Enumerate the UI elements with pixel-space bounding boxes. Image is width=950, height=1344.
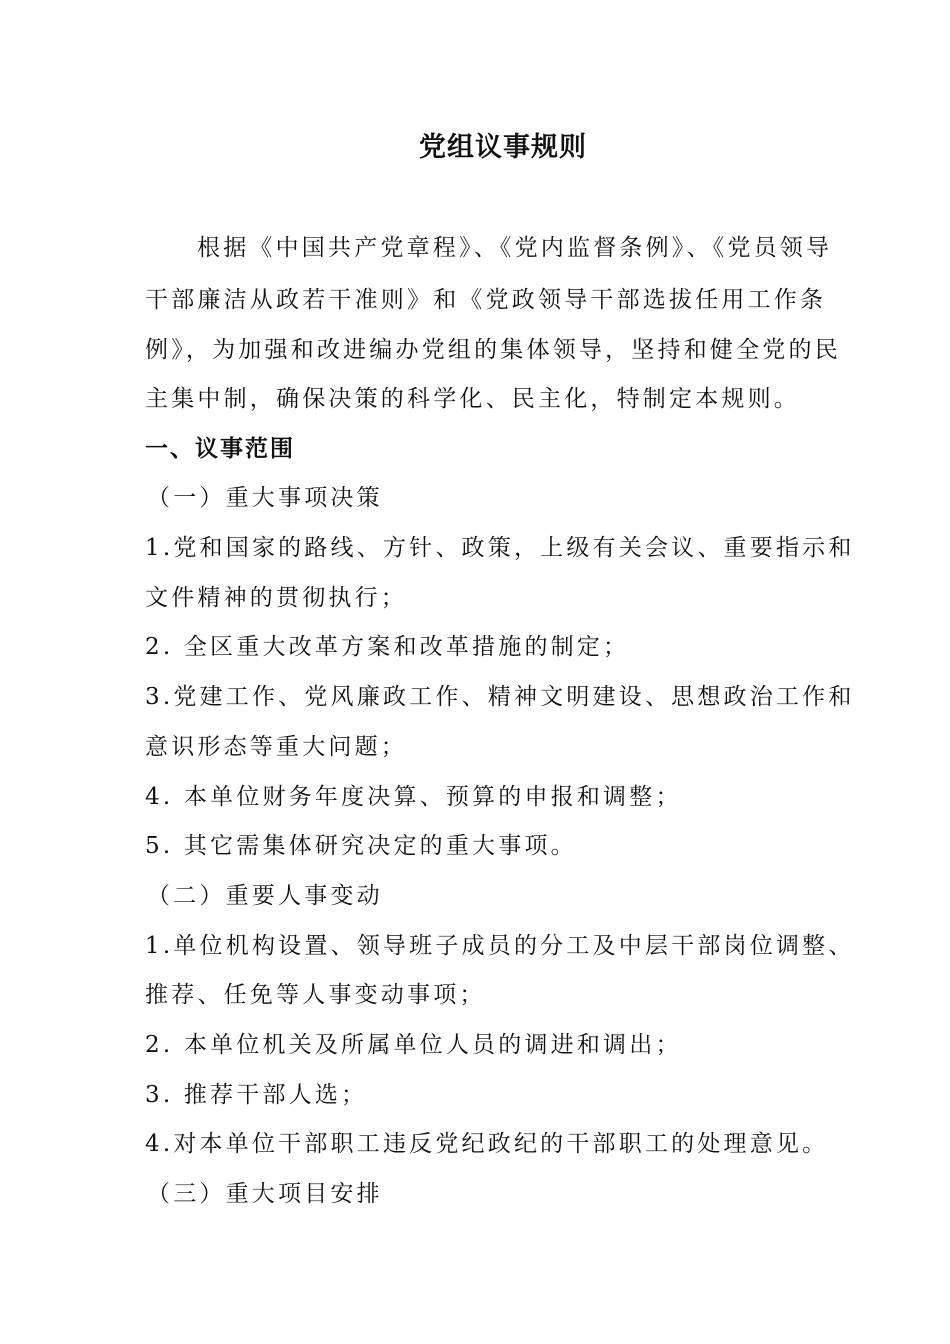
list-item: 意识形态等重大问题； <box>145 734 407 760</box>
subsection-heading-major-decisions: （一）重大事项决策 <box>147 485 383 511</box>
list-item: 1.单位机构设置、领导班子成员的分工及中层干部岗位调整、 <box>145 933 855 959</box>
list-item: 2. 本单位机关及所属单位人员的调进和调出； <box>145 1032 682 1058</box>
document-title: 党组议事规则 <box>419 132 587 163</box>
intro-line-4: 主集中制，确保决策的科学化、民主化，特制定本规则。 <box>145 386 800 412</box>
list-item: 4.对本单位干部职工违反党纪政纪的干部职工的处理意见。 <box>145 1131 829 1157</box>
section-heading-scope: 一、议事范围 <box>145 435 295 462</box>
list-item: 1.党和国家的路线、方针、政策，上级有关会议、重要指示和 <box>145 535 855 561</box>
list-item: 文件精神的贯彻执行； <box>145 585 407 611</box>
intro-line-2: 干部廉洁从政若干准则》和《党政领导干部选拔任用工作条 <box>145 287 827 313</box>
list-item: 4. 本单位财务年度决算、预算的申报和调整； <box>145 784 682 810</box>
list-item: 推荐、任免等人事变动事项； <box>145 982 486 1008</box>
subsection-heading-major-projects: （三）重大项目安排 <box>147 1181 383 1207</box>
intro-line-1: 根据《中国共产党章程》、《党内监督条例》、《党员领导 <box>197 235 833 261</box>
intro-line-3: 例》，为加强和改进编办党组的集体领导，坚持和健全党的民 <box>145 337 841 363</box>
list-item: 5. 其它需集体研究决定的重大事项。 <box>145 833 577 859</box>
list-item: 3. 推荐干部人选； <box>145 1082 368 1108</box>
subsection-heading-personnel: （二）重要人事变动 <box>147 883 383 909</box>
list-item: 2. 全区重大改革方案和改革措施的制定； <box>145 634 630 660</box>
list-item: 3.党建工作、党风廉政工作、精神文明建设、思想政治工作和 <box>145 684 855 710</box>
